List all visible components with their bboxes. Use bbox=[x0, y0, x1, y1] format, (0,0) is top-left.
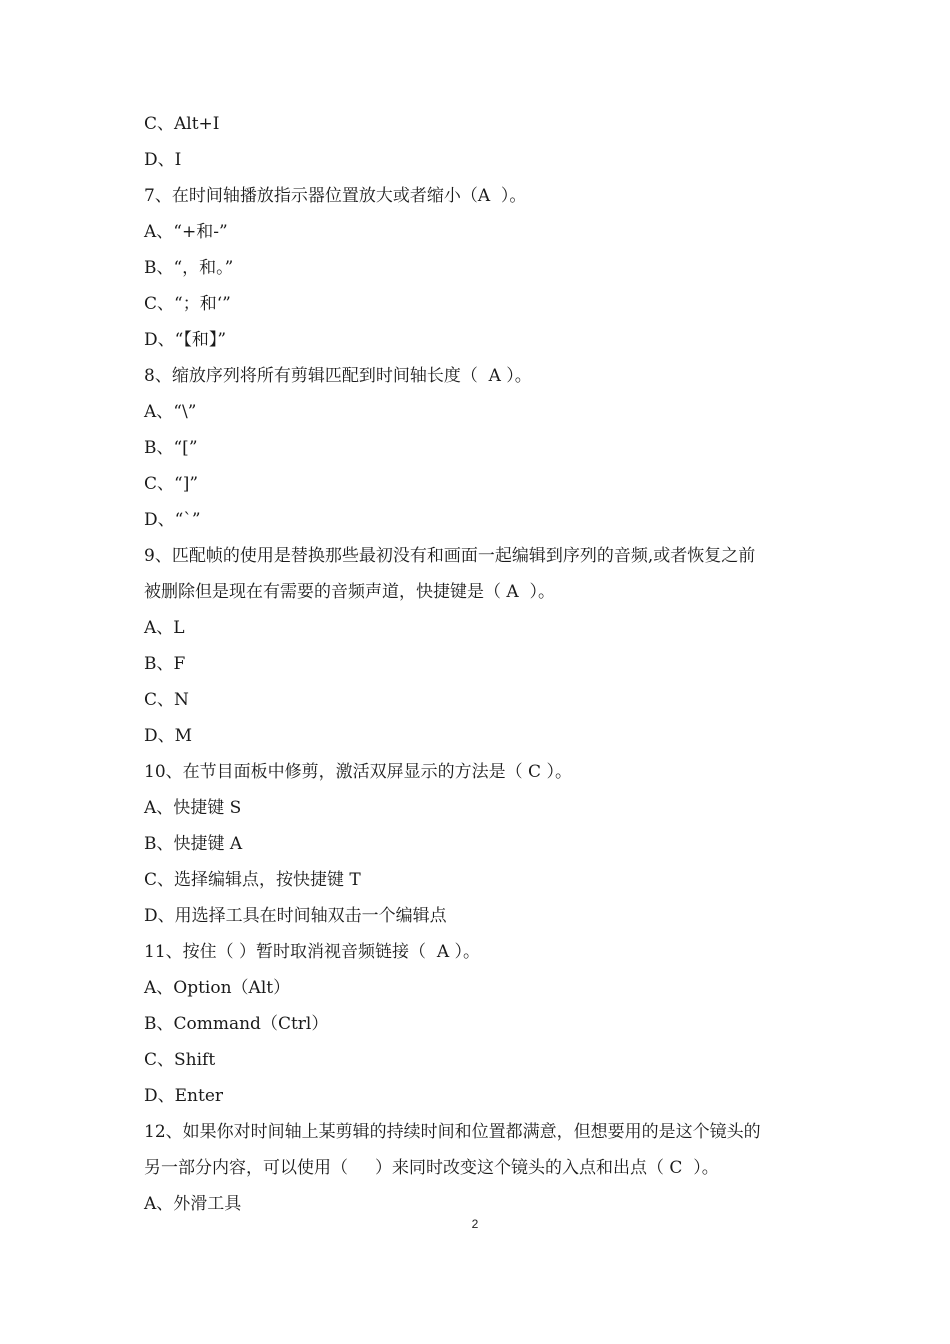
option-line: D、M bbox=[144, 726, 193, 746]
option-line: D、I bbox=[144, 150, 182, 170]
page-number: 2 bbox=[471, 1217, 479, 1231]
option-line: A、“\” bbox=[144, 402, 197, 422]
option-line: C、“]” bbox=[144, 474, 199, 494]
question-line: 12、如果你对时间轴上某剪辑的持续时间和位置都满意，但想要用的是这个镜头的 bbox=[144, 1122, 761, 1142]
option-line: A、“+和-” bbox=[144, 222, 228, 242]
question-line: 8、缩放序列将所有剪辑匹配到时间轴长度（ A ）。 bbox=[144, 366, 532, 386]
option-line: D、用选择工具在时间轴双击一个编辑点 bbox=[144, 906, 447, 926]
option-line: B、“，和。” bbox=[144, 258, 234, 278]
option-line: B、“[” bbox=[144, 438, 198, 458]
option-line: B、Command（Ctrl） bbox=[144, 1014, 329, 1034]
option-line: A、L bbox=[144, 618, 185, 638]
option-line: A、快捷键 S bbox=[144, 798, 242, 818]
option-line: D、“【和】” bbox=[144, 330, 227, 350]
option-line: A、外滑工具 bbox=[144, 1194, 242, 1214]
option-line: B、快捷键 A bbox=[144, 834, 243, 854]
question-line: 11、按住（ ）暂时取消视音频链接（ A ）。 bbox=[144, 942, 481, 962]
option-line: C、“；和‘” bbox=[144, 294, 231, 314]
option-line: B、F bbox=[144, 654, 186, 674]
option-line: C、Shift bbox=[144, 1050, 216, 1070]
option-line: D、“`” bbox=[144, 510, 201, 530]
question-line: 7、在时间轴播放指示器位置放大或者缩小（A ）。 bbox=[144, 186, 527, 206]
option-line: C、选择编辑点，按快捷键 T bbox=[144, 870, 361, 890]
option-line: D、Enter bbox=[144, 1086, 224, 1106]
question-line: 10、在节目面板中修剪，激活双屏显示的方法是（ C ）。 bbox=[144, 762, 572, 782]
question-line: 被删除但是现在有需要的音频声道，快捷键是（ A ）。 bbox=[144, 582, 555, 602]
option-line: C、N bbox=[144, 690, 189, 710]
question-line: 9、匹配帧的使用是替换那些最初没有和画面一起编辑到序列的音频,或者恢复之前 bbox=[144, 546, 756, 566]
option-line: A、Option（Alt） bbox=[144, 978, 291, 998]
option-line: C、Alt+I bbox=[144, 114, 220, 134]
question-line: 另一部分内容，可以使用（ ）来同时改变这个镜头的入点和出点（ C ）。 bbox=[144, 1158, 719, 1178]
